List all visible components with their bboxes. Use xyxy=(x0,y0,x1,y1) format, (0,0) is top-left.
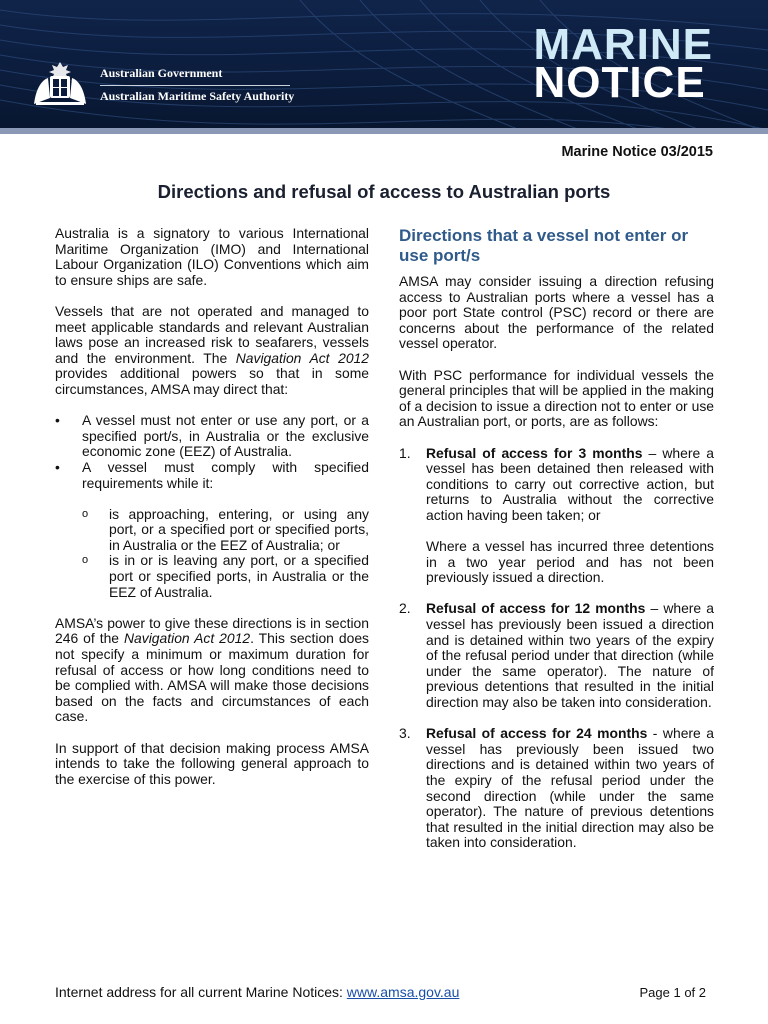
amsa-website-link[interactable]: www.amsa.gov.au xyxy=(346,984,460,1000)
government-name xyxy=(100,67,294,103)
notice-number: Marine Notice 03/2015 xyxy=(561,144,713,160)
marine-notice-title xyxy=(533,20,713,107)
circle-bullet-icon: o xyxy=(82,507,89,520)
banner-rule xyxy=(0,128,768,134)
bullet-text: A vessel must not enter or use any port, or a specified port/s, in Australia or the exclusive economic zone (EEZ) of Australia. xyxy=(82,412,369,460)
bullet-icon: • xyxy=(55,458,60,475)
text: provides additional powers so that in some circumstances, AMSA may direct that: xyxy=(55,365,369,397)
government-line: Australian Government xyxy=(100,66,223,80)
item-number: 2. xyxy=(399,600,411,617)
item-number: 1. xyxy=(399,444,411,461)
text: Vessels that are not operated and managed to meet applicable standards and relevant Australian laws pose an increased risk to seafarers, vessels and the environment. The xyxy=(55,302,369,366)
list-item xyxy=(55,460,369,491)
section-heading: Directions that a vessel not enter or use port/s xyxy=(399,226,689,265)
authority-line: Australian Maritime Safety Authority xyxy=(100,89,295,103)
item-title: Refusal of access for 3 months xyxy=(426,444,643,461)
title-word-notice: NOTICE xyxy=(533,58,706,107)
vessels-paragraph xyxy=(55,304,369,398)
coat-of-arms-icon xyxy=(28,58,92,108)
header-banner xyxy=(0,0,768,130)
bullet-icon: • xyxy=(55,412,60,429)
numbered-item xyxy=(399,601,714,710)
act-name: Navigation Act 2012 xyxy=(124,630,251,647)
left-column xyxy=(55,226,369,787)
sub-bullet-text: is approaching, entering, or using any port, or a specified port or specified ports, in Australia or the EEZ of Australia; or xyxy=(109,505,369,553)
numbered-item xyxy=(399,446,714,586)
circle-bullet-icon: o xyxy=(82,554,89,567)
item-title: Refusal of access for 24 months xyxy=(426,725,648,742)
powers-paragraph xyxy=(55,616,369,725)
item-text: - where a vessel has previously been issued two directions and is detained within two years of the expiry of the refusal period under the second direction (while under the same operator). The nature of previous detentions that resulted in the initial direction may also be taken into consideration. xyxy=(426,725,714,851)
sub-bullet-text: is in or is leaving any port, or a specified port or specified ports, in Australia or the EEZ of Australia. xyxy=(109,552,369,600)
item-number: 3. xyxy=(399,725,411,742)
item-text: – where a vessel has been detained then released with conditions to carry out corrective action, but returns to Australia without the corrective action having been taken; or xyxy=(426,444,714,523)
list-item xyxy=(55,413,369,460)
bullet-text: A vessel must comply with specified requirements while it: xyxy=(82,458,369,491)
sub-list-item xyxy=(55,553,369,600)
divider xyxy=(100,85,290,86)
item-extra-text: Where a vessel has incurred three detentions in a two year period and has not been previously issued a direction. xyxy=(426,538,714,586)
approach-paragraph: In support of that decision making process AMSA intends to take the following general approach to the exercise of this power. xyxy=(55,739,369,787)
issuing-paragraph: AMSA may consider issuing a direction refusing access to Australian ports where a vessel has a poor port State control (PSC) record or there are concerns about the performance of the related vessel operator. xyxy=(399,273,714,352)
text: AMSA’s power to give these directions is in section 246 of the xyxy=(55,614,369,647)
title-word-marine: MARINE xyxy=(533,20,713,69)
footer xyxy=(55,984,459,1000)
footer-text: Internet address for all current Marine Notices: xyxy=(55,984,347,1000)
numbered-item xyxy=(399,726,714,851)
item-title: Refusal of access for 12 months xyxy=(426,600,646,617)
intro-paragraph: Australia is a signatory to various International Maritime Organization (IMO) and International Labour Organization (ILO) Conventions which aim to ensure ships are safe. xyxy=(55,225,369,288)
page-number: Page 1 of 2 xyxy=(639,985,706,1000)
text: . This section does not specify a minimum or maximum duration for refusal of access or how long conditions need to be complied with. AMSA will make those decisions based on the facts and circumstances of each case. xyxy=(55,630,370,725)
principles-paragraph: With PSC performance for individual vessels the general principles that will be applied in the making of a decision to issue a direction not to enter or use an Australian port, or ports, are as follows: xyxy=(399,366,714,430)
act-name: Navigation Act 2012 xyxy=(235,349,370,366)
right-column xyxy=(399,226,714,851)
page-title: Directions and refusal of access to Australian ports xyxy=(157,181,611,202)
sub-list-item xyxy=(55,507,369,554)
item-text: – where a vessel has previously been issued a direction and is detained within two years of the expiry of the refusal period under that direction (while under the same operator). The nature of previous detentions that resulted in the initial direction may also be taken into consideration. xyxy=(426,600,714,711)
